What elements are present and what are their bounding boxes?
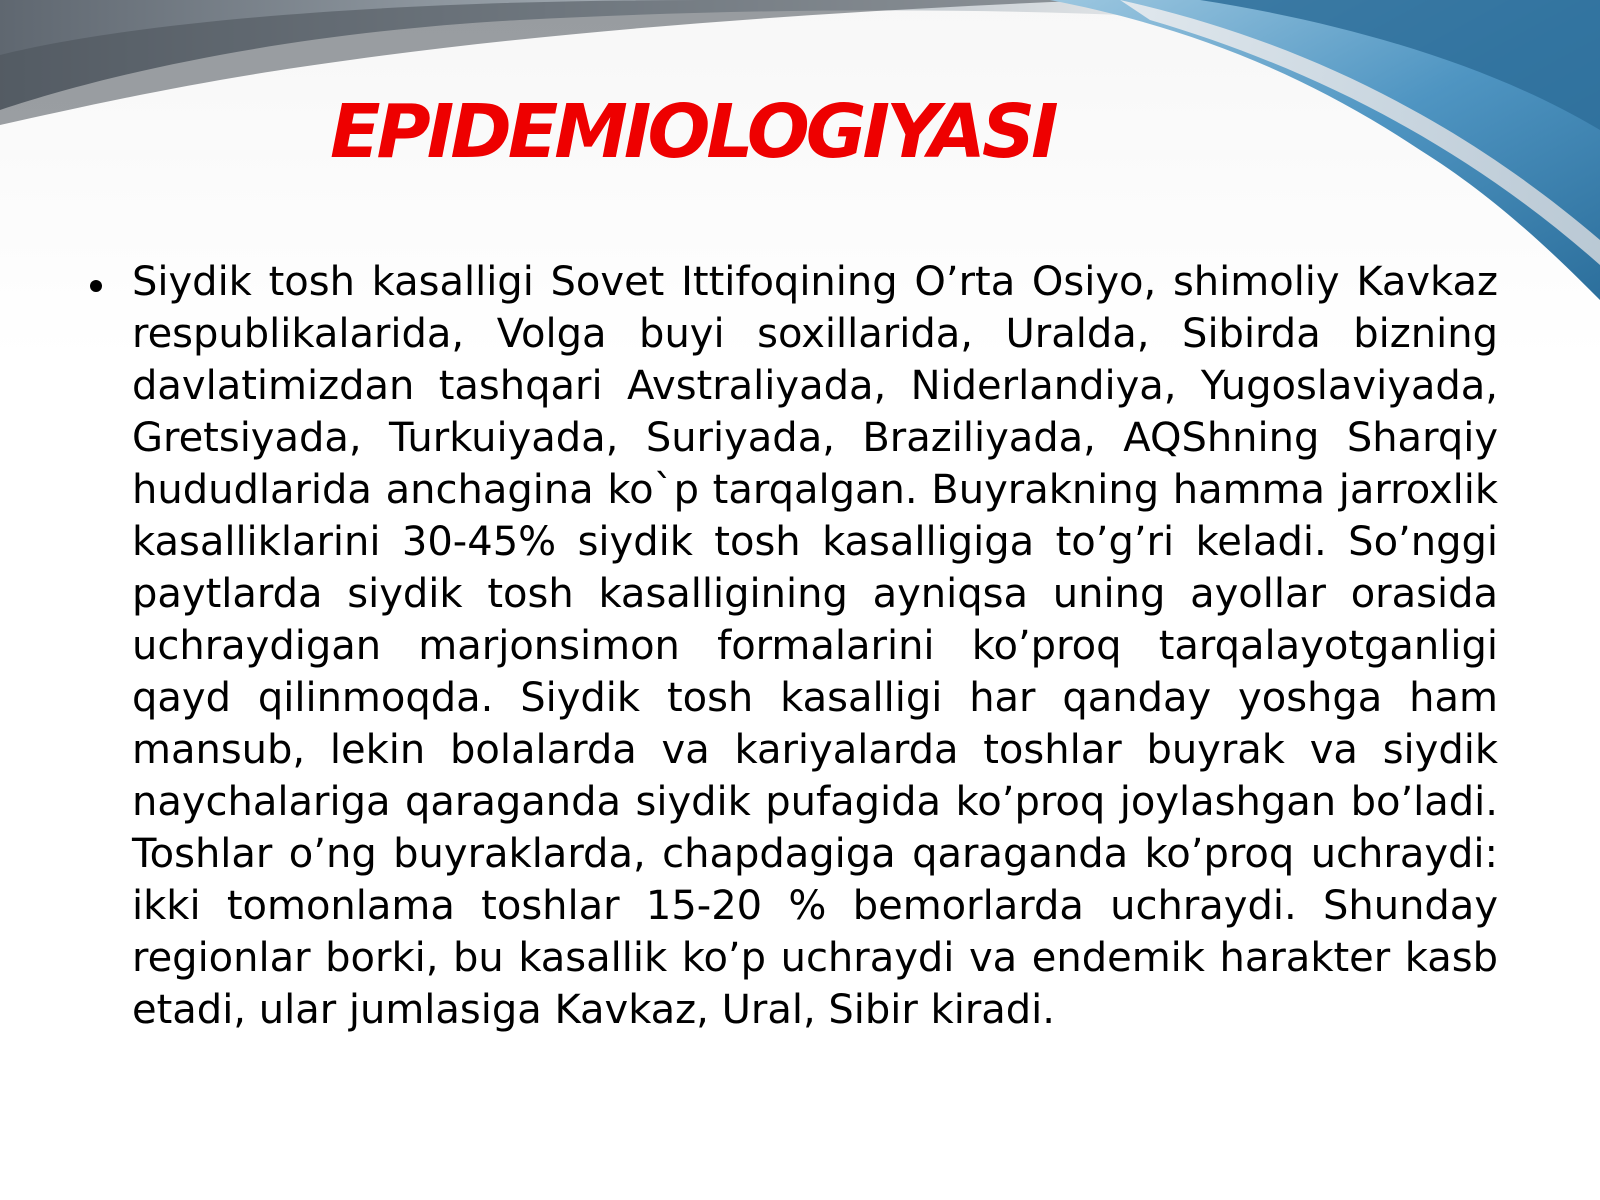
bullet-icon xyxy=(90,280,102,292)
slide-title: EPIDEMIOLOGIYASI xyxy=(330,89,1055,175)
bullet-list xyxy=(90,256,1498,1036)
bullet-text: Siydik tosh kasalligi Sovet Ittifoqining O’rta Osiyo, shimoliy Kavkaz respublikalarida, Volga buyi soxillarida, Uralda, Sibirda bizning davlatimizdan tashqari Avstraliyada, Niderlandiya, Yugoslaviyada, Gretsiyada, Turkuiyada, Suriyada, Braziliyada, AQShning Sharqiy hududlarida anchagina ko`p tarqalgan. Buyrakning hamma jarroxlik kasalliklarini 30-45% siydik tosh kasalligiga to’g’ri keladi. So’nggi paytlarda siydik tosh kasalligining ayniqsa uning ayollar orasida uchraydigan marjonsimon formalarini ko’proq tarqalayotganligi qayd qilinmoqda. Siydik tosh kasalligi har qanday yoshga ham mansub, lekin bolalarda va kariyalarda toshlar buyrak va siydik naychalariga qaraganda siydik pufagida ko’proq joylashgan bo’ladi. Toshlar o’ng buyraklarda, chapdagiga qaraganda ko’proq uchraydi: ikki tomonlama toshlar 15-20 % bemorlarda uchraydi. Shunday regionlar borki, bu kasallik ko’p uchraydi va endemik harakter kasb etadi, ular jumlasiga Kavkaz, Ural, Sibir kiradi. xyxy=(132,259,1498,1033)
bullet-item xyxy=(90,256,1498,1036)
